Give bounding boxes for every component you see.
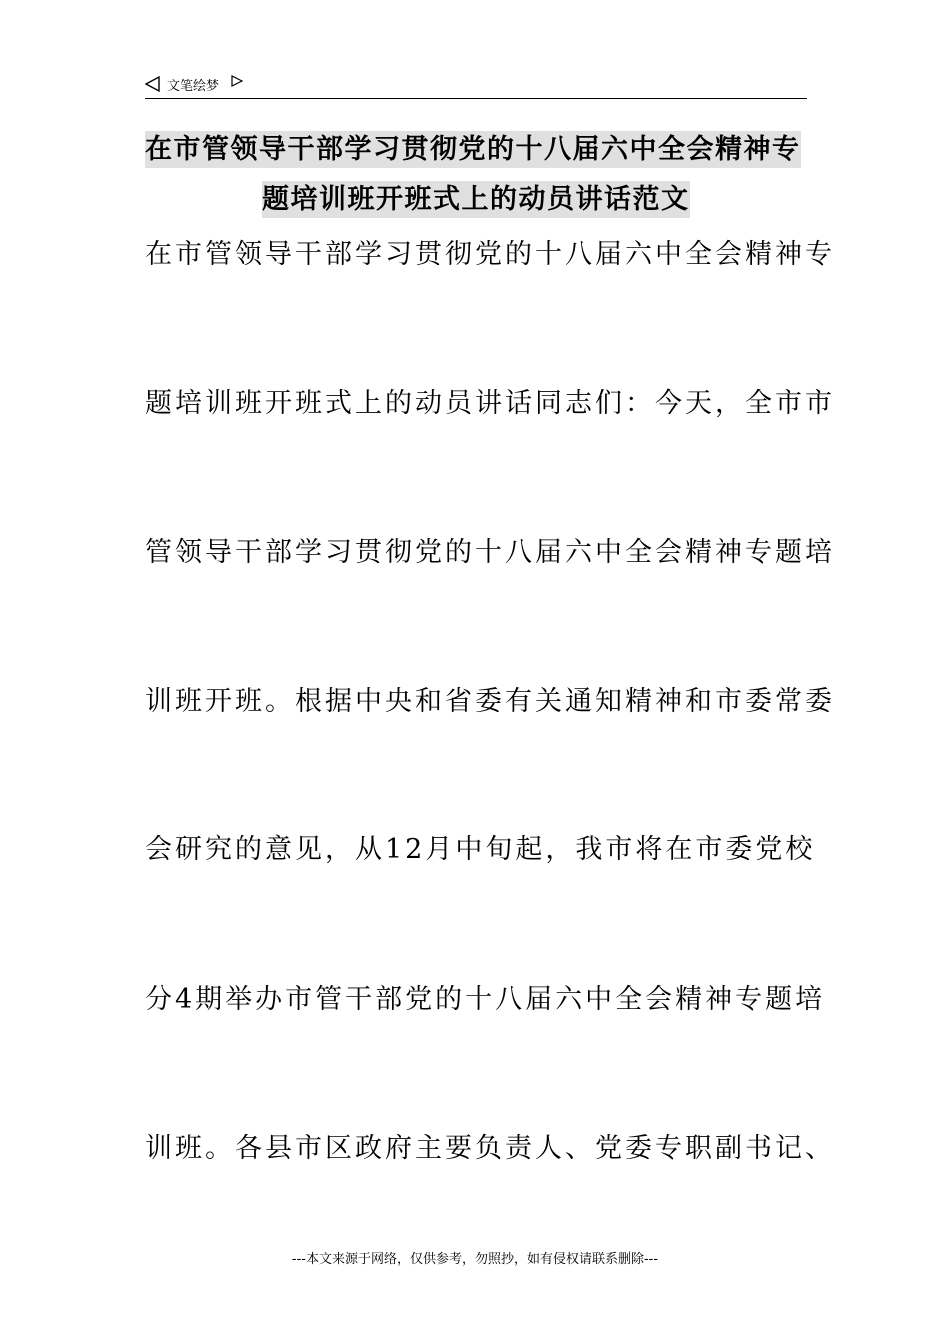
triangle-right-outline-icon <box>231 75 243 87</box>
document-title-line-1: 在市管领导干部学习贯彻党的十八届六中全会精神专 <box>145 136 801 163</box>
body-line: 管领导干部学习贯彻党的十八届六中全会精神专题培 <box>145 537 835 568</box>
page-header <box>145 72 807 99</box>
document-title-line-2: 题培训班开班式上的动员讲话范文 <box>262 186 690 213</box>
body-line: 训班开班。根据中央和省委有关通知精神和市委常委 <box>145 686 835 717</box>
body-line: 会研究的意见，从12月中旬起，我市将在市委党校 <box>145 834 816 865</box>
page-footer: ---本文来源于网络，仅供参考，勿照抄，如有侵权请联系删除--- <box>291 1252 659 1267</box>
body-line: 题培训班开班式上的动员讲话同志们：今天，全市市 <box>145 388 835 419</box>
body-line: 在市管领导干部学习贯彻党的十八届六中全会精神专 <box>145 239 835 270</box>
triangle-left-outline-icon <box>145 76 161 92</box>
body-line: 训班。各县市区政府主要负责人、党委专职副书记、 <box>145 1133 835 1164</box>
header-text: 文笔绘梦 <box>167 79 220 94</box>
body-line: 分4期举办市管干部党的十八届六中全会精神专题培 <box>145 984 826 1015</box>
